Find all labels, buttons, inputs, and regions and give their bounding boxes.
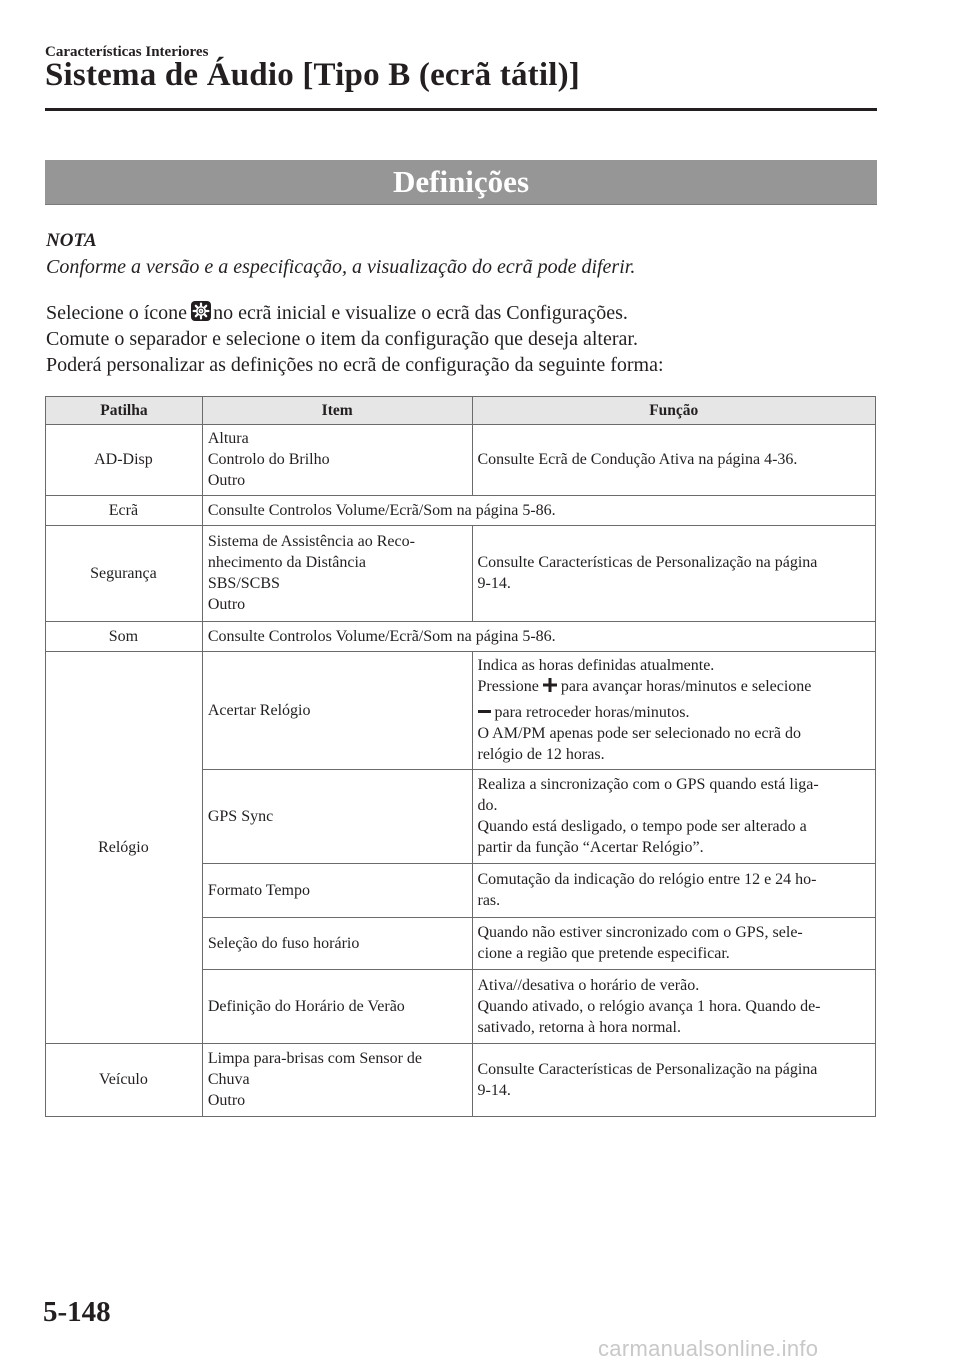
function-line xyxy=(478,698,870,723)
tab-cell: Veículo xyxy=(46,1044,203,1117)
item-line: Outro xyxy=(207,1092,246,1109)
function-line xyxy=(478,676,870,698)
function-line: cione a região que pretende especificar. xyxy=(477,945,730,962)
tab-cell: Som xyxy=(46,622,203,652)
function-line: sativado, retorna à hora normal. xyxy=(477,1018,681,1036)
gear-icon xyxy=(191,301,211,321)
note-label: NOTA xyxy=(46,230,97,251)
settings-table xyxy=(45,396,876,1117)
header-rule xyxy=(45,108,877,111)
item-line: Controlo do Brilho xyxy=(207,451,330,468)
page-number: 5-148 xyxy=(43,1296,111,1328)
function-line: O AM/PM apenas pode ser selecionado no ecrã do xyxy=(477,725,801,742)
item-cell: Seleção do fuso horário xyxy=(202,918,472,970)
table-row xyxy=(46,496,876,526)
function-line: Quando não estiver sincronizado com o GPS, sele- xyxy=(477,924,803,941)
tab-cell: AD-Disp xyxy=(46,425,203,496)
function-line: 9-14. xyxy=(477,1081,511,1099)
item-cell xyxy=(202,425,472,496)
item-line: Chuva xyxy=(207,1071,250,1088)
function-line: Quando está desligado, o tempo pode ser alterado a xyxy=(477,818,807,835)
function-line: Indica as horas definidas atualmente. xyxy=(477,657,715,674)
function-text: para avançar horas/minutos e selecione xyxy=(560,678,812,695)
table-row xyxy=(46,652,876,770)
function-line: Ativa//desativa o horário de verão. xyxy=(477,976,700,994)
function-line: Consulte Características de Personalização na página xyxy=(477,554,818,571)
function-cell xyxy=(472,770,876,864)
header-function: Função xyxy=(472,397,876,425)
table-row xyxy=(46,622,876,652)
function-line: do. xyxy=(477,797,498,814)
watermark: carmanualsonline.info xyxy=(598,1336,819,1361)
table-row xyxy=(46,1044,876,1117)
item-cell: Acertar Relógio xyxy=(202,652,472,770)
function-text: para retroceder horas/minutos. xyxy=(494,704,690,721)
function-text: Pressione xyxy=(477,678,539,695)
function-line: ras. xyxy=(477,892,501,909)
header-item: Item xyxy=(202,397,472,425)
tab-cell: Ecrã xyxy=(46,496,203,526)
intro-line-3: Poderá personalizar as definições no ecrã de configuração da seguinte forma: xyxy=(46,354,664,376)
merged-cell: Consulte Controlos Volume/Ecrã/Som na página 5-86. xyxy=(202,622,875,652)
header-tab: Patilha xyxy=(46,397,203,425)
table-header-row xyxy=(46,397,876,425)
merged-cell: Consulte Controlos Volume/Ecrã/Som na página 5-86. xyxy=(202,496,875,526)
item-line: Altura xyxy=(207,430,249,447)
function-cell xyxy=(472,526,876,622)
function-cell xyxy=(472,864,876,918)
tab-cell: Segurança xyxy=(46,526,203,622)
note-text: Conforme a versão e a especificação, a visualização do ecrã pode diferir. xyxy=(46,256,636,278)
function-line: Comutação da indicação do relógio entre 12 e 24 ho- xyxy=(477,871,817,888)
section-label: Características Interiores xyxy=(45,44,209,60)
function-cell: Consulte Ecrã de Condução Ativa na página 4-36. xyxy=(472,425,876,496)
function-line: 9-14. xyxy=(477,575,511,592)
item-cell xyxy=(202,1044,472,1117)
function-line: partir da função “Acertar Relógio”. xyxy=(477,839,704,856)
plus-icon xyxy=(543,677,557,698)
function-line: relógio de 12 horas. xyxy=(477,746,605,763)
tab-cell: Relógio xyxy=(46,652,203,1044)
item-line: nhecimento da Distância xyxy=(207,554,367,571)
item-line: Outro xyxy=(207,596,246,613)
intro-text xyxy=(46,300,886,378)
item-cell xyxy=(202,526,472,622)
function-cell xyxy=(472,970,876,1044)
minus-icon xyxy=(478,698,491,719)
section-banner: Definições xyxy=(45,160,877,205)
function-cell xyxy=(472,1044,876,1117)
item-cell: Formato Tempo xyxy=(202,864,472,918)
intro-line-1-start: Selecione o ícone xyxy=(46,302,188,324)
item-cell: GPS Sync xyxy=(202,770,472,864)
function-line: Quando ativado, o relógio avança 1 hora. Quando de- xyxy=(477,997,821,1015)
item-line: Limpa para-brisas com Sensor de xyxy=(207,1050,422,1067)
item-line: Outro xyxy=(207,472,246,489)
item-cell: Definição do Horário de Verão xyxy=(202,970,472,1044)
function-cell xyxy=(472,918,876,970)
chapter-title: Sistema de Áudio [Tipo B (ecrã tátil)] xyxy=(45,57,580,93)
item-line: Sistema de Assistência ao Reco- xyxy=(207,533,415,550)
table-row xyxy=(46,526,876,622)
intro-line-1 xyxy=(46,300,886,326)
table-row xyxy=(46,425,876,496)
intro-line-2: Comute o separador e selecione o item da configuração que deseja alterar. xyxy=(46,328,638,350)
function-line: Realiza a sincronização com o GPS quando está liga- xyxy=(477,776,819,793)
function-cell xyxy=(472,652,876,770)
function-line: Consulte Características de Personalização na página xyxy=(477,1060,818,1078)
intro-line-1-end: no ecrã inicial e visualize o ecrã das Configurações. xyxy=(213,302,628,324)
item-line: SBS/SCBS xyxy=(207,575,280,592)
